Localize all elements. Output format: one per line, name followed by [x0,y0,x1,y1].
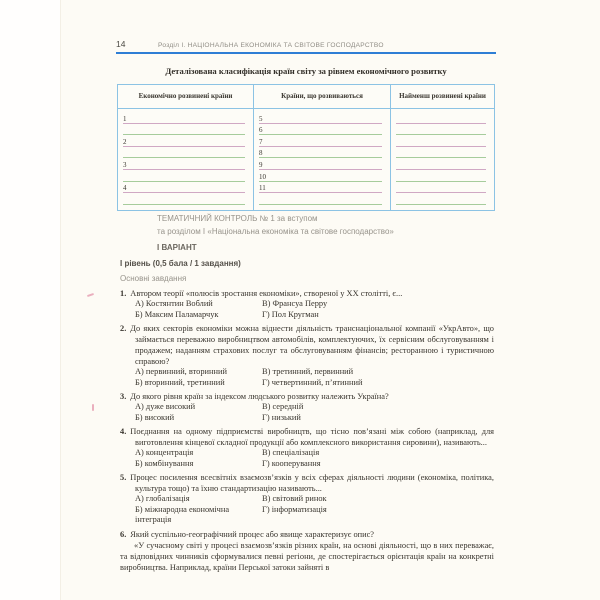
write-line [396,182,486,194]
table-header-row [118,85,494,109]
write-line-number: 7 [259,137,263,146]
answer-options [135,448,494,469]
write-line [259,135,382,147]
level-title: І рівень (0,5 бала / 1 завдання) [120,259,241,268]
questions-list [120,288,494,576]
option-a: А) Костянтин Воблий [135,299,213,308]
option-b: Б) вторинний, третинний [135,377,225,387]
option-v: В) світовий ринок [262,494,327,503]
write-line [259,193,382,205]
chapter-title: Розділ І. НАЦІОНАЛЬНА ЕКОНОМІКА ТА СВІТОВЕ ГОСПОДАРСТВО [158,42,384,49]
question-number: 1. [120,289,127,298]
write-line [123,135,245,147]
write-line [259,147,382,159]
option-v: В) середній [262,402,304,411]
question-text: Поєднання на одному підприємстві виробництв, що тісно пов’язані між собою (наприклад, для виготовлення кінцевої складної продукції або комплексного використання сировини), називають... [130,427,494,447]
page-gutter [0,0,61,600]
option-a: А) первинний, вторинний [135,367,227,376]
write-line [259,170,382,182]
option-b: Б) комбінування [135,458,194,468]
write-line-number: 6 [259,126,263,135]
write-line-number: 11 [259,184,266,193]
write-line [259,112,382,124]
write-line [123,193,245,205]
option-g: Г) четвертинний, п’ятинний [262,377,363,387]
table-body [118,109,494,210]
write-line [123,170,245,182]
classification-table [117,84,495,211]
write-line [123,158,245,170]
option-a: А) дуже високий [135,402,196,411]
question-number: 4. [120,427,127,436]
option-a: А) глобалізація [135,494,190,503]
running-head [116,39,496,54]
option-g: Г) інформатизація [262,504,327,514]
table-column-least-developed [391,109,494,210]
page-number: 14 [116,39,126,49]
question-text: Процес посилення всесвітніх взаємозв’язків у всіх сферах діяльності людини (економіка, політика, культура тощо) та їхню стандартизацію називають... [130,473,494,493]
question-3 [120,391,494,423]
question-number: 2. [120,324,127,333]
question-number: 6. [120,529,127,539]
write-line [396,193,486,205]
question-number: 5. [120,473,127,482]
write-line [123,112,245,124]
option-v: В) Франсуа Перру [262,299,328,308]
write-line-number: 4 [123,184,127,193]
write-line-number: 2 [123,137,127,146]
question-6 [120,529,494,574]
option-b: Б) високий [135,412,175,422]
write-line [396,158,486,170]
tasks-subtitle: Основні завдання [120,274,187,283]
write-line [396,147,486,159]
question-2 [120,323,494,388]
write-line-number: 10 [259,172,266,181]
option-a: А) концентрація [135,448,194,457]
write-line-number: 3 [123,160,127,169]
question-4 [120,426,494,469]
table-column-developing [254,109,391,210]
question-text: Який суспільно-географічний процес або явище характеризує опис? [130,529,375,539]
option-b: Б) Максим Паламарчук [135,309,219,319]
question-text: До яких секторів економіки можна віднести діяльність транснаціональної компанії «УкрАвто», що займається переважно виробництвом автомобілів, комплектуючих, їх сервісним обслуговуванням і продажем; наданням страхових послуг та обслуговуванням фінансів; ресторанною і туристичною справою? [130,324,494,366]
thematic-line-1: ТЕМАТИЧНИЙ КОНТРОЛЬ № 1 за вступом [157,214,318,223]
pencil-mark [87,293,94,297]
answer-options [135,402,494,423]
answer-options [135,494,494,526]
option-v: В) спеціалізація [262,448,320,457]
variant-label: І ВАРІАНТ [157,243,197,252]
question-number: 3. [120,392,127,401]
pencil-mark [92,404,94,411]
write-line-number: 5 [259,114,263,123]
write-line [259,124,382,136]
write-line-number: 9 [259,160,263,169]
write-line [396,112,486,124]
question-1 [120,288,494,320]
option-g: Г) Пол Кругман [262,309,319,319]
answer-options [135,299,494,320]
table-column-developed [118,109,254,210]
question-text: До якого рівня країн за індексом людського розвитку належить Україна? [130,392,389,401]
write-line [123,147,245,159]
question-text: Автором теорії «полюсів зростання економіки», створеної у ХХ столітті, є... [130,289,403,298]
thematic-line-2: та розділом І «Національна економіка та світове господарство» [157,227,394,236]
write-line [396,124,486,136]
write-line [123,124,245,136]
option-g: Г) низький [262,412,301,422]
write-line-number: 1 [123,114,127,123]
write-line [396,135,486,147]
question-quote: «У сучасному світі у процесі взаємозв’язків різних країн, на основі діяльності, що в них переважає, та відповідних чинників сформувалися певні регіони, де спостерігається орієнтація країн на конкретні виробництва. Наприклад, країни Перської затоки зайняті в [120,541,494,572]
option-v: В) третинний, первинний [262,367,354,376]
write-line-number: 8 [259,149,263,158]
write-line [123,182,245,194]
table-caption: Деталізована класифікація країн світу за рівнем економічного розвитку [165,66,447,76]
thematic-control-heading [157,212,487,254]
column-header-developing: Країни, що розвиваються [254,85,391,108]
write-line [259,158,382,170]
column-header-least-developed: Найменш розвинені країни [399,91,486,100]
answer-options [135,367,494,388]
write-line [259,182,382,194]
write-line [396,170,486,182]
question-5 [120,472,494,526]
option-b: Б) міжнародна економічна інтеграція [135,504,230,524]
option-g: Г) кооперування [262,458,321,468]
column-header-developed: Економічно розвинені країни [118,85,254,108]
